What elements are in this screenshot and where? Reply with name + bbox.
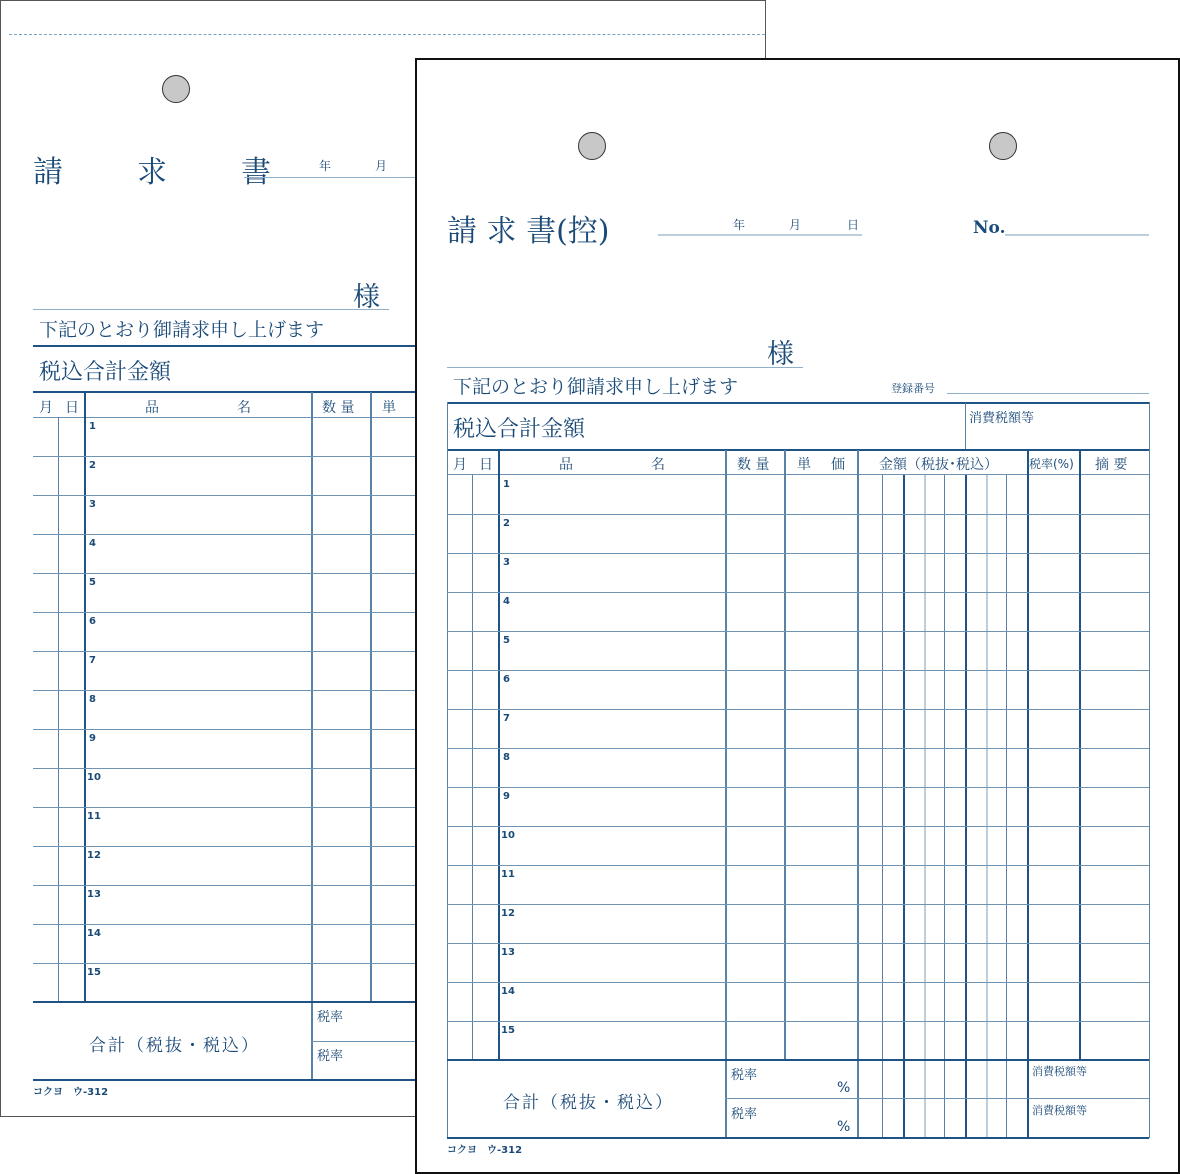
- digit-divider: [986, 475, 988, 1137]
- row-number: 9: [503, 791, 510, 802]
- col-divider: [58, 417, 59, 1002]
- row-number: 4: [503, 596, 510, 607]
- row-rule: [33, 573, 453, 574]
- col-item-b: 名: [651, 457, 665, 473]
- perforation-line: [9, 34, 765, 35]
- digit-divider: [965, 475, 967, 1137]
- col-item-a: 品: [145, 400, 159, 416]
- row-number: 3: [89, 499, 96, 510]
- row-number: 5: [89, 577, 96, 588]
- row-rule: [33, 924, 453, 925]
- row-number: 12: [501, 908, 515, 919]
- col-item-b: 名: [237, 400, 251, 416]
- date-day-label: 日: [847, 218, 860, 232]
- summary-label: 合計（税抜・税込）: [503, 1093, 674, 1113]
- date-month-label: 月: [789, 218, 802, 232]
- row-number: 11: [87, 811, 101, 822]
- recipient-suffix: 様: [767, 339, 794, 370]
- row-rule: [33, 495, 453, 496]
- row-number: 10: [501, 830, 515, 841]
- row-rule: [33, 846, 453, 847]
- registration-number-field[interactable]: [947, 393, 1149, 394]
- tax-rate-label: 税率: [731, 1068, 758, 1083]
- col-qty: 数 量: [737, 457, 770, 473]
- row-rule: [33, 885, 453, 886]
- rule: [447, 1059, 1149, 1061]
- row-rule: [33, 690, 453, 691]
- consumption-tax-label: 消費税額等: [1032, 1065, 1087, 1078]
- summary-label: 合計（税抜・税込）: [89, 1036, 260, 1056]
- manufacturer-code: コクヨ ウ-312: [33, 1087, 109, 1098]
- consumption-tax-label: 消費税額等: [969, 411, 1035, 426]
- date-year-label: 年: [733, 218, 746, 232]
- date-underline: [244, 177, 424, 178]
- tax-included-total-label: 税込合計金額: [39, 360, 172, 385]
- row-number: 10: [87, 772, 101, 783]
- row-number: 1: [503, 479, 510, 490]
- percent-sign: %: [837, 1119, 851, 1135]
- col-divider: [784, 450, 786, 1059]
- rule: [33, 1079, 453, 1081]
- col-day: 日: [479, 457, 493, 473]
- rule: [33, 391, 453, 393]
- row-number: 5: [503, 635, 510, 646]
- row-rule: [447, 670, 1149, 671]
- row-number: 13: [501, 947, 515, 958]
- col-remarks: 摘 要: [1095, 457, 1128, 473]
- col-divider: [84, 392, 86, 1002]
- request-message: 下記のとおり御請求申し上げます: [39, 319, 325, 341]
- col-month: 月: [453, 457, 467, 473]
- col-unit-a: 単: [797, 457, 811, 473]
- recipient-suffix: 様: [353, 282, 380, 313]
- table-right-edge: [1149, 402, 1150, 1138]
- percent-sign: %: [837, 1080, 851, 1096]
- row-number: 12: [87, 850, 101, 861]
- rule: [447, 449, 1149, 451]
- row-rule: [447, 1021, 1149, 1022]
- col-divider: [370, 392, 372, 1002]
- row-rule: [447, 748, 1149, 749]
- row-rule: [447, 982, 1149, 983]
- date-month-label: 月: [375, 159, 388, 173]
- row-number: 2: [503, 518, 510, 529]
- row-number: 8: [89, 694, 96, 705]
- col-month: 月: [39, 400, 53, 416]
- consumption-tax-label: 消費税額等: [1032, 1104, 1087, 1117]
- number-label: No.: [973, 218, 1006, 238]
- row-number: 13: [87, 889, 101, 900]
- request-message: 下記のとおり御請求申し上げます: [453, 376, 739, 398]
- binding-hole: [578, 132, 606, 160]
- row-number: 6: [89, 616, 96, 627]
- digit-divider: [882, 475, 883, 1137]
- binding-hole: [989, 132, 1017, 160]
- recipient-underline[interactable]: [447, 367, 803, 368]
- recipient-underline: [33, 309, 389, 310]
- row-rule: [447, 514, 1149, 515]
- row-rule: [447, 787, 1149, 788]
- invoice-sheet-copy: [415, 58, 1180, 1174]
- digit-divider: [924, 475, 926, 1137]
- row-number: 7: [89, 655, 96, 666]
- col-divider: [965, 403, 966, 450]
- col-tax-rate: 税率(%): [1029, 457, 1074, 471]
- digit-divider: [903, 475, 905, 1137]
- row-number: 14: [501, 986, 515, 997]
- row-number: 14: [87, 928, 101, 939]
- row-number: 9: [89, 733, 96, 744]
- rule: [447, 402, 1149, 404]
- row-number: 2: [89, 460, 96, 471]
- rule: [33, 345, 453, 347]
- col-unit: 単: [382, 400, 396, 416]
- digit-divider: [944, 475, 945, 1137]
- row-rule: [33, 456, 453, 457]
- row-rule: [447, 553, 1149, 554]
- row-number: 4: [89, 538, 96, 549]
- date-underline: [658, 234, 862, 236]
- col-divider: [498, 450, 500, 1059]
- tax-rate-label: 税率: [731, 1107, 758, 1122]
- rule: [33, 1001, 453, 1003]
- row-rule: [33, 807, 453, 808]
- row-rule: [33, 768, 453, 769]
- row-rule: [447, 904, 1149, 905]
- invoice-copy-title: 請 求 書(控): [447, 214, 610, 249]
- row-number: 1: [89, 421, 96, 432]
- row-rule: [447, 709, 1149, 710]
- tax-rate-label: 税率: [317, 1010, 344, 1025]
- number-field[interactable]: [1005, 234, 1149, 236]
- col-divider: [472, 475, 473, 1059]
- row-number: 6: [503, 674, 510, 685]
- row-rule: [33, 534, 453, 535]
- row-rule: [33, 651, 453, 652]
- col-divider: [1079, 450, 1081, 1059]
- row-rule: [33, 729, 453, 730]
- row-number: 15: [501, 1025, 515, 1036]
- col-unit-b: 価: [831, 457, 845, 473]
- col-amount: 金額（税抜･税込）: [879, 457, 998, 473]
- row-rule: [33, 612, 453, 613]
- row-rule: [33, 963, 453, 964]
- row-number: 7: [503, 713, 510, 724]
- invoice-title: 請 求 書: [33, 155, 293, 190]
- rule: [33, 417, 453, 418]
- tax-rate-label: 税率: [317, 1049, 344, 1064]
- row-rule: [447, 631, 1149, 632]
- row-number: 15: [87, 967, 101, 978]
- date-year-label: 年: [319, 159, 332, 173]
- row-number: 3: [503, 557, 510, 568]
- col-qty: 数 量: [322, 400, 355, 416]
- rule: [447, 474, 1149, 475]
- rule: [447, 1137, 1149, 1139]
- table-left-edge: [447, 402, 448, 1138]
- digit-divider: [1006, 475, 1007, 1137]
- manufacturer-code: コクヨ ウ-312: [447, 1145, 523, 1156]
- rule: [725, 1098, 1149, 1099]
- col-item-a: 品: [559, 457, 573, 473]
- registration-number-label: 登録番号: [891, 382, 935, 395]
- col-day: 日: [65, 400, 79, 416]
- tax-included-total-label: 税込合計金額: [453, 417, 586, 442]
- row-rule: [447, 826, 1149, 827]
- binding-hole: [162, 75, 190, 103]
- row-rule: [447, 865, 1149, 866]
- row-number: 11: [501, 869, 515, 880]
- row-rule: [447, 592, 1149, 593]
- row-number: 8: [503, 752, 510, 763]
- row-rule: [447, 943, 1149, 944]
